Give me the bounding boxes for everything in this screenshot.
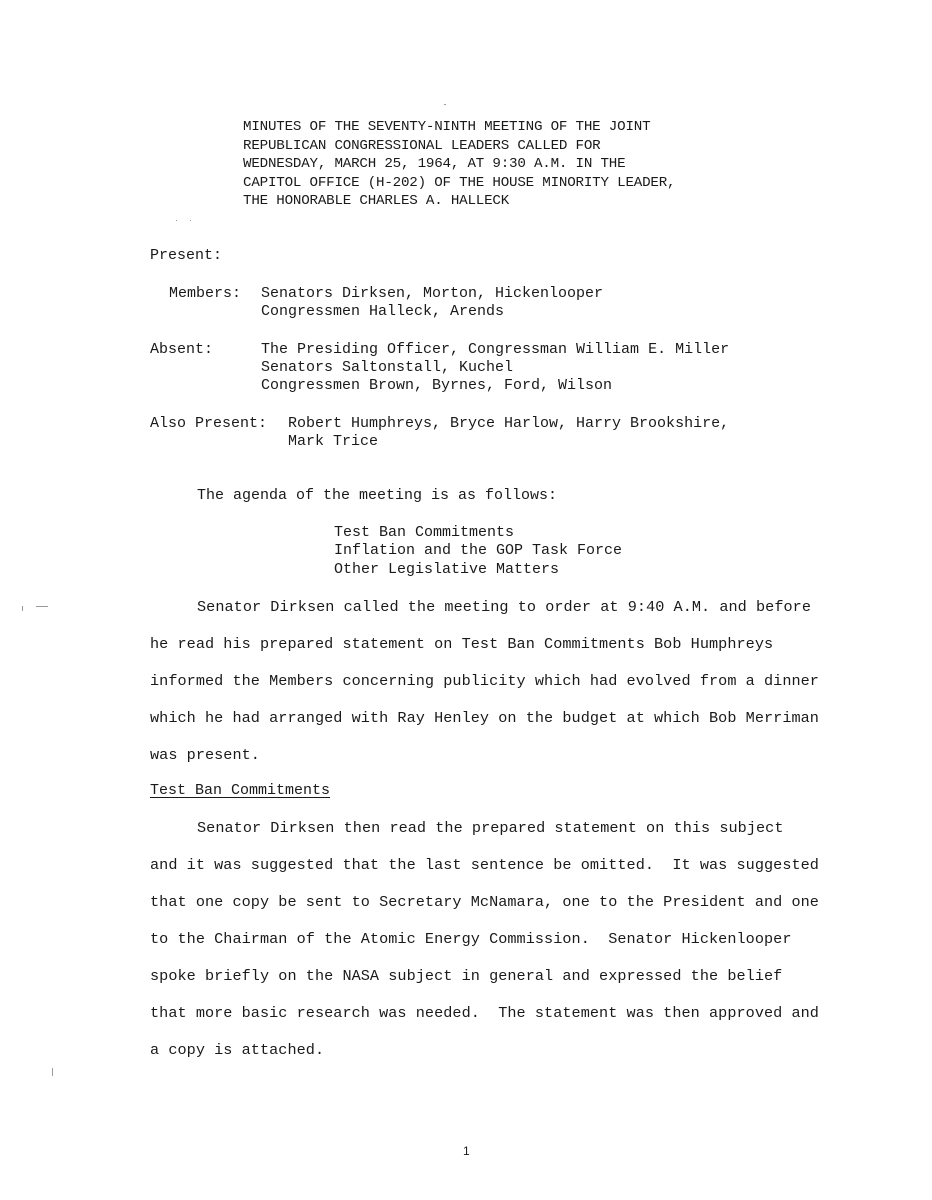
- paragraph-line: that one copy be sent to Secretary McNamara, one to the President and one: [150, 893, 819, 911]
- scan-speck: [444, 104, 446, 105]
- heading-line: CAPITOL OFFICE (H-202) OF THE HOUSE MINORITY LEADER,: [243, 175, 676, 191]
- heading-line: MINUTES OF THE SEVENTY-NINTH MEETING OF THE JOINT: [243, 119, 651, 135]
- section-title: Test Ban Commitments: [150, 782, 331, 799]
- also-present-line: Mark Trice: [288, 433, 379, 450]
- paragraph-line: Senator Dirksen called the meeting to order at 9:40 A.M. and before: [197, 598, 811, 616]
- scan-speck: [190, 220, 191, 221]
- paragraph-line: that more basic research was needed. The statement was then approved and: [150, 1004, 819, 1022]
- present-label: Present:: [150, 247, 223, 264]
- page-number: 1: [463, 1144, 470, 1158]
- also-present-line: Robert Humphreys, Bryce Harlow, Harry Brookshire,: [288, 415, 730, 432]
- heading-line: WEDNESDAY, MARCH 25, 1964, AT 9:30 A.M. IN THE: [243, 156, 626, 172]
- paragraph-line: to the Chairman of the Atomic Energy Commission. Senator Hickenlooper: [150, 930, 792, 948]
- paragraph-line: which he had arranged with Ray Henley on the budget at which Bob Merriman: [150, 709, 819, 727]
- paragraph-line: and it was suggested that the last sentence be omitted. It was suggested: [150, 856, 819, 874]
- agenda-intro: The agenda of the meeting is as follows:: [197, 487, 558, 504]
- absent-line: Congressmen Brown, Byrnes, Ford, Wilson: [261, 377, 613, 394]
- paragraph-line: he read his prepared statement on Test Ban Commitments Bob Humphreys: [150, 635, 774, 653]
- scan-speck: [22, 606, 23, 611]
- scan-speck: [52, 1068, 53, 1076]
- paragraph-line: informed the Members concerning publicity which had evolved from a dinner: [150, 672, 819, 690]
- paragraph-line: spoke briefly on the NASA subject in general and expressed the belief: [150, 967, 783, 985]
- paragraph-line: was present.: [150, 746, 260, 764]
- paragraph-line: Senator Dirksen then read the prepared statement on this subject: [197, 819, 784, 837]
- agenda-item: Inflation and the GOP Task Force: [334, 542, 623, 559]
- agenda-item: Test Ban Commitments: [334, 524, 515, 541]
- scan-speck: [36, 606, 48, 607]
- members-label: Members:: [169, 285, 242, 302]
- scan-speck: [176, 220, 177, 221]
- agenda-item: Other Legislative Matters: [334, 561, 560, 578]
- absent-label: Absent:: [150, 341, 214, 358]
- heading-line: THE HONORABLE CHARLES A. HALLECK: [243, 193, 510, 209]
- absent-line: Senators Saltonstall, Kuchel: [261, 359, 514, 376]
- heading-line: REPUBLICAN CONGRESSIONAL LEADERS CALLED FOR: [243, 138, 601, 154]
- absent-line: The Presiding Officer, Congressman William E. Miller: [261, 341, 730, 358]
- paragraph-line: a copy is attached.: [150, 1041, 325, 1059]
- members-line: Senators Dirksen, Morton, Hickenlooper: [261, 285, 604, 302]
- also-present-label: Also Present:: [150, 415, 268, 432]
- members-line: Congressmen Halleck, Arends: [261, 303, 505, 320]
